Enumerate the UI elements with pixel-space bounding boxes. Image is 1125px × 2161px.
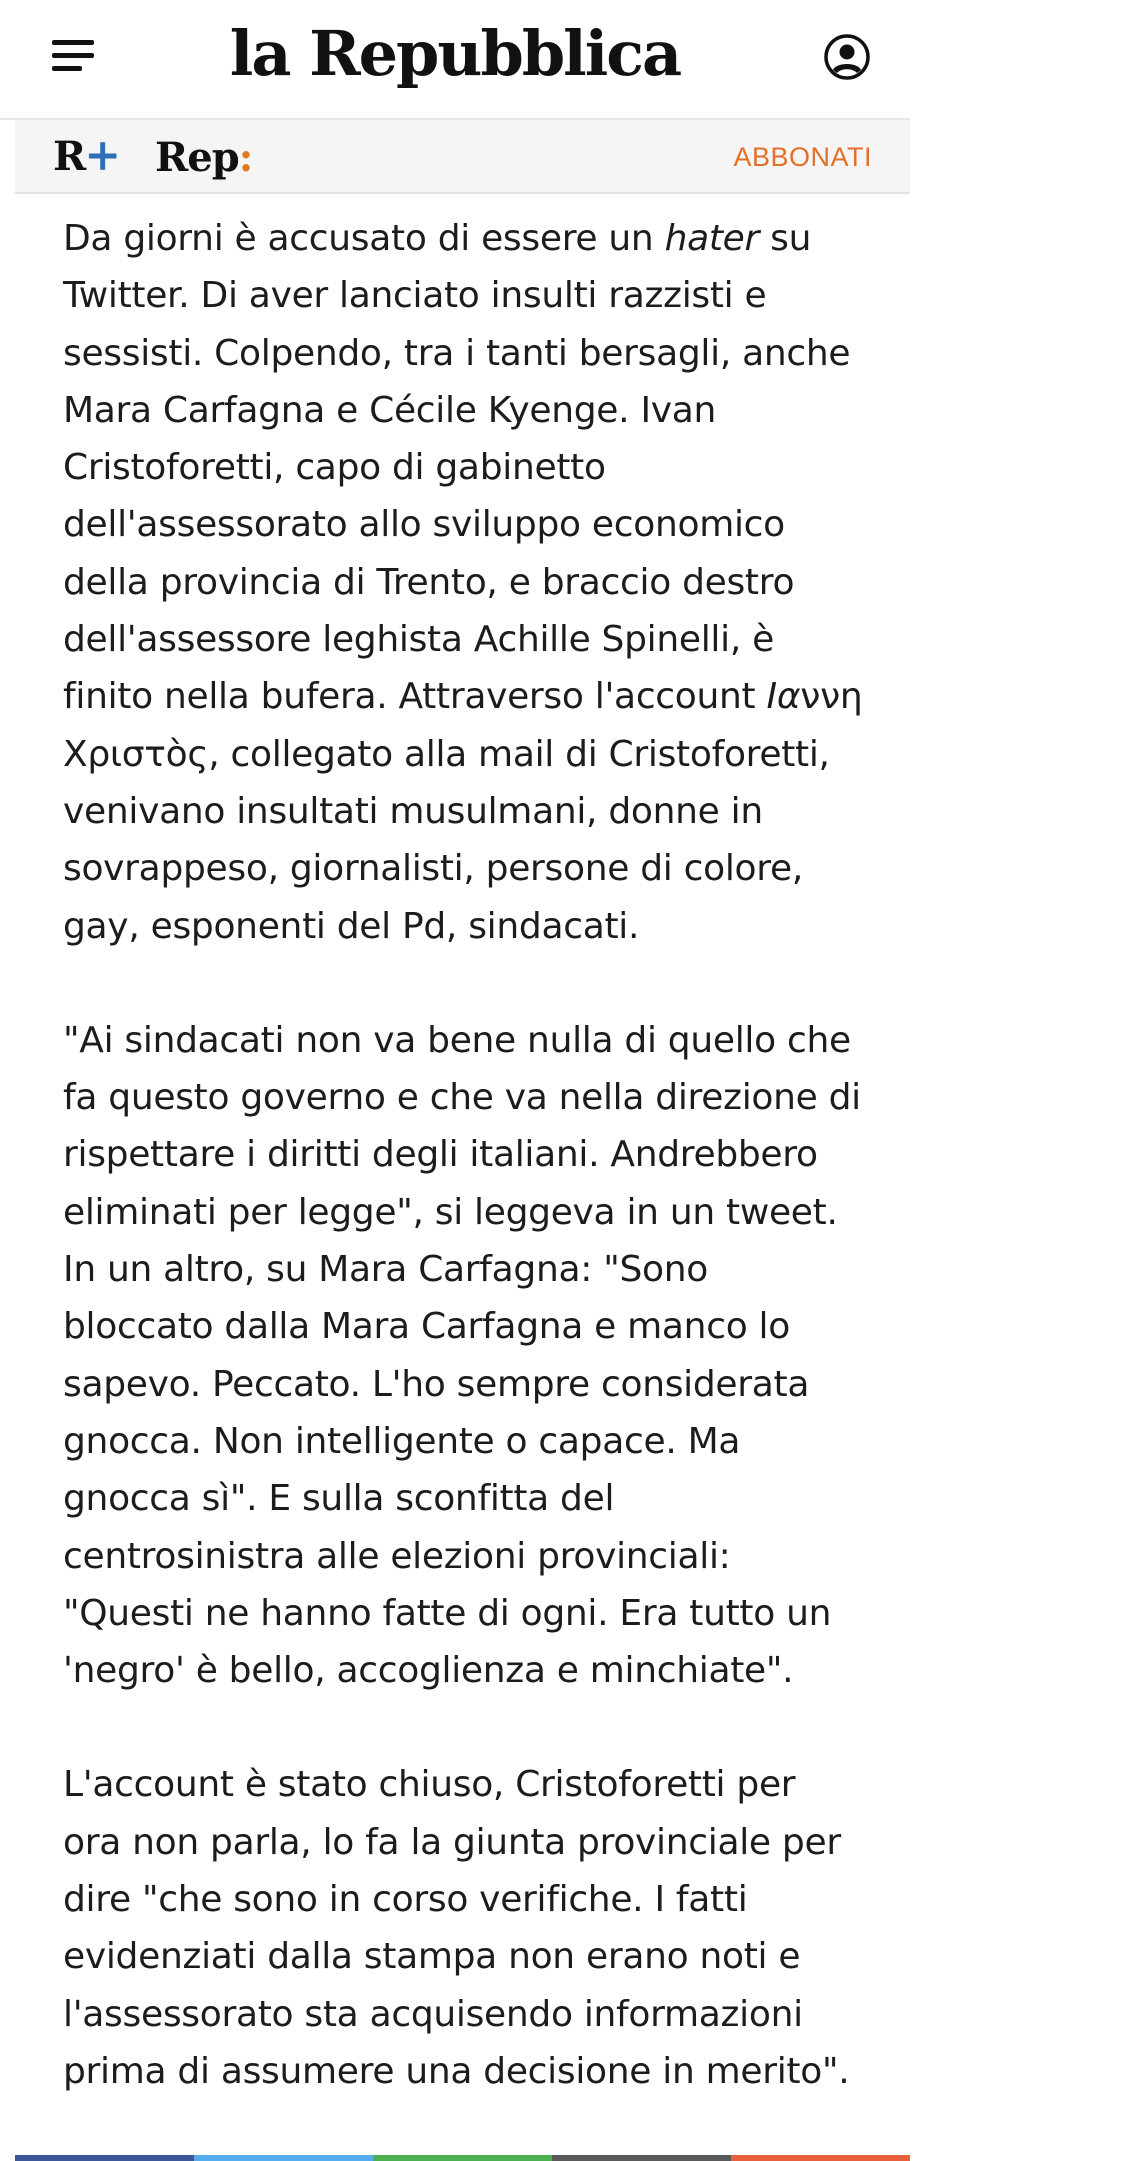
italic-term: hater xyxy=(664,218,760,259)
article-paragraph: "Ai sindacati non va bene nulla di quello che fa questo governo e che va nella direzione di rispettare i diritti degli italiani. Andrebbero eliminati per legge", si leggeva in un tweet. In un altro, su Mara Carfagna: "Sono bloccato dalla Mara Carfagna e manco lo sapevo. Peccato. L'ho sempre considerata gnocca. Non intelligente o capace. Ma gnocca sì". E sulla sconfitta del centrosinistra alle elezioni provinciali: "Questi ne hanno fatte di ogni. Era tutto un 'negro' è bello, accoglienza e minchiate". xyxy=(63,1019,861,1692)
subscription-bar xyxy=(15,120,910,194)
rep-logo[interactable] xyxy=(155,132,252,184)
share-twitter-button[interactable] xyxy=(194,2155,373,2161)
italic-term: Ια xyxy=(766,676,801,718)
subscribe-button[interactable]: ABBONATI xyxy=(733,142,872,172)
share-bar xyxy=(15,2155,910,2161)
rep-colon: : xyxy=(238,134,253,181)
paragraph-text: ννη Χριστὸς, collegato alla mail di Cristoforetti, venivano insultati musulmani, donne in sovrappeso, giornalisti, persone di colore, gay, esponenti del Pd, sindacati. xyxy=(63,676,863,947)
share-other-button[interactable] xyxy=(731,2155,910,2161)
share-facebook-button[interactable] xyxy=(15,2155,194,2161)
share-mail-button[interactable] xyxy=(552,2155,731,2161)
rplus-letter: R xyxy=(53,133,87,180)
user-account-icon[interactable] xyxy=(823,33,871,81)
share-whatsapp-button[interactable] xyxy=(373,2155,552,2161)
rplus-plus-icon: + xyxy=(84,130,122,181)
top-header xyxy=(0,0,910,120)
article-body xyxy=(63,210,863,2157)
article-paragraph: L'account è stato chiuso, Cristoforetti per ora non parla, lo fa la giunta provinciale per dire "che sono in corso verifiche. I fatti evidenziati dalla stampa non erano noti e l'assessorato sta acquisendo informazioni prima di assumere una decisione in merito". xyxy=(63,1764,850,2092)
article-paragraph xyxy=(63,210,863,955)
paragraph-text: Da giorni è accusato di essere un xyxy=(63,218,665,259)
site-logo[interactable]: la Repubblica xyxy=(229,17,681,90)
paragraph-text: su Twitter. Di aver lanciato insulti razzisti e sessisti. Colpendo, tra i tanti bersagli, anche Mara Carfagna e Cécile Kyenge. Ivan Cristoforetti, capo di gabinetto dell'assessorato allo sviluppo economico della provincia di Trento, e braccio destro dell'assessore leghista Achille Spinelli, è finito nella bufera. Attraverso l'account xyxy=(63,218,851,718)
rep-label: Rep xyxy=(155,134,239,181)
rplus-logo[interactable] xyxy=(53,130,121,182)
